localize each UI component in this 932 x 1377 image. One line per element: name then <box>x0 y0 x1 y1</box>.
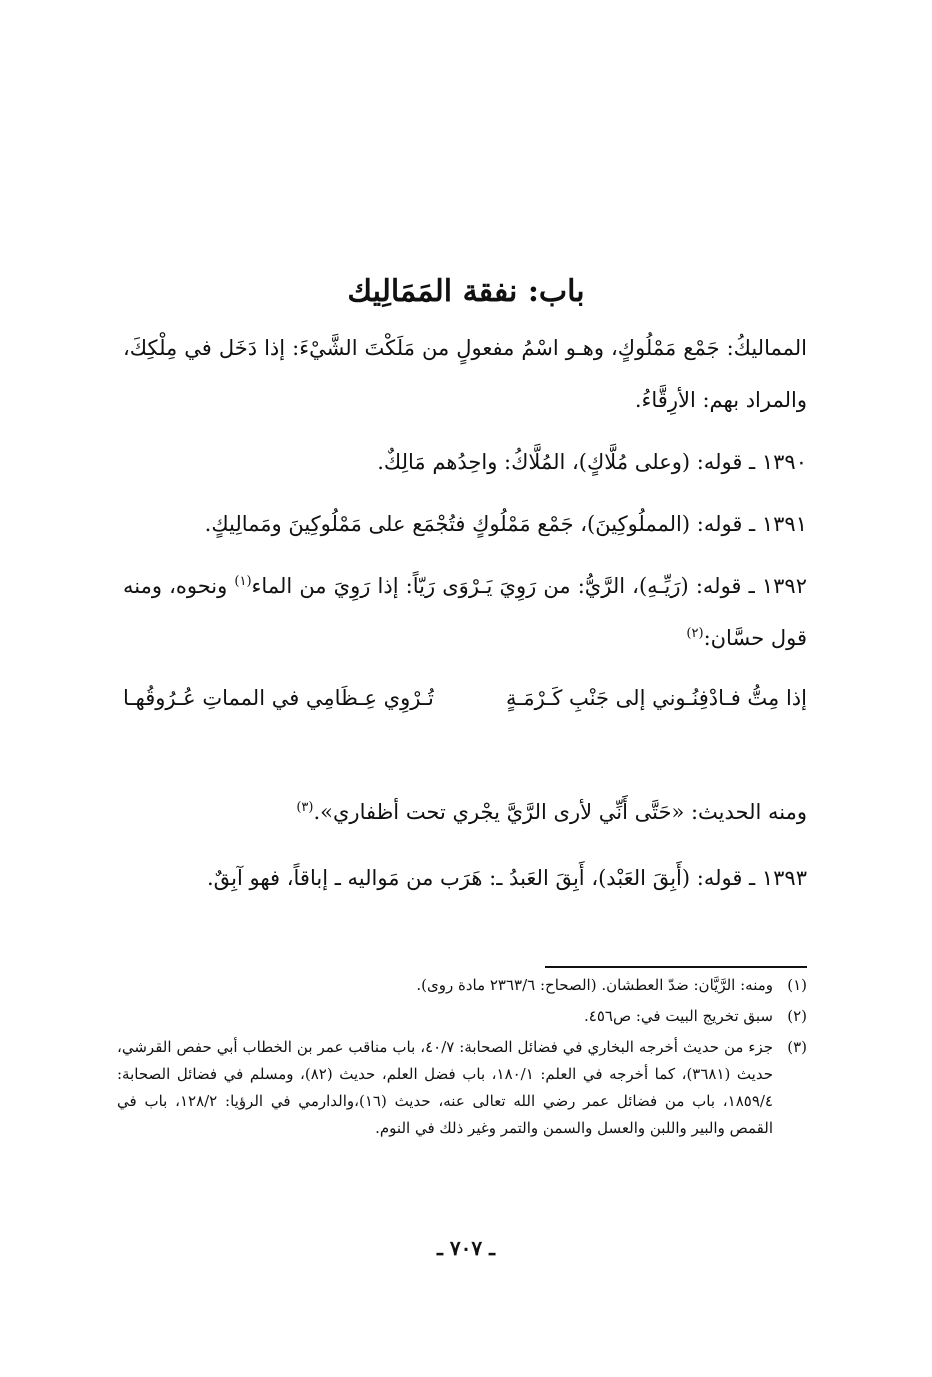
footnote-number: (١) <box>787 976 807 994</box>
entry-1392-text-b: ونحوه، ومنه قول حسَّان: <box>123 574 807 650</box>
footnotes <box>117 972 807 1146</box>
entry-1391: ١٣٩١ ـ قوله: (المملُوكِينَ)، جَمْع مَمْلُوكٍ فتُجْمَع على مَمْلُوكِينَ ومَمالِيكٍ. <box>204 512 807 536</box>
entry-1393: ١٣٩٣ ـ قوله: (أَبِقَ العَبْد)، أَبِقَ العَبدُ ـ: هَرَب من مَواليه ـ إباقاً، فهو آبِقٌ. <box>206 866 807 890</box>
footnote-2 <box>117 1003 807 1030</box>
footnote-text: سبق تخريج البيت في: ص٤٥٦. <box>583 1007 773 1025</box>
footnote-number: (٢) <box>787 1007 807 1025</box>
chapter-title: باب: نفقة المَمَالِيك <box>347 274 585 310</box>
footnote-text: ومنه: الرَّيَّان: ضدّ العطشان. (الصحاح: ٢٣٦٣/٦ مادة روى). <box>416 976 773 994</box>
verse-first-hemistich: إذا مِتُّ فـادْفِنُـوني إلى جَنْبِ كَـرْمَـةٍ <box>505 686 807 710</box>
entry-1390: ١٣٩٠ ـ قوله: (وعلى مُلَّاكٍ)، المُلَّاكُ: واحِدُهم مَالِكٌ. <box>377 450 807 474</box>
footnote-text: جزء من حديث أخرجه البخاري في فضائل الصحابة: ٤٠/٧، باب مناقب عمر بن الخطاب أبي حفص القرشي، حديث (٣٦٨١)، كما أخرجه في العلم: ١٨٠/١، باب فضل العلم، حديث (٨٢)، ومسلم في فضائل الصحابة: ١٨٥٩/٤، باب من فضائل عمر رضي الله تعالى عنه، حديث (١٦)،والدارمي في الرؤيا: ١٢٨/٢، باب في القمص والبير واللبن والعسل والسمن والتمر وغير ذلك في النوم. <box>117 1038 773 1137</box>
page-number: ـ ٧٠٧ ـ <box>437 1236 495 1260</box>
footnote-mark-3: (٣) <box>296 800 314 815</box>
entry-1392-text-a: ١٣٩٢ ـ قوله: (رَيِّـهِ)، الرَّيُّ: من رَوِيَ يَـرْوَى رَيّاً: إذا رَوِيَ من الماء <box>251 574 807 598</box>
footnote-1 <box>117 972 807 999</box>
footnote-separator <box>545 966 807 968</box>
poetry-verse <box>123 676 807 720</box>
entry-1392 <box>123 560 807 664</box>
footnote-mark-2: (٢) <box>686 626 704 641</box>
hadith-text: ومنه الحديث: «حَتَّى أَنِّي لأرى الرَّيَّ يجْري تحت أظفاري». <box>313 800 807 824</box>
hadith-paragraph <box>123 786 807 838</box>
footnote-3 <box>117 1034 807 1142</box>
intro-paragraph: المماليكُ: جَمْع مَمْلُوكٍ، وهـو اسْمُ مفعولٍ من مَلَكْتَ الشَّيْءَ: إذا دَخَل في مِلْكِكَ، والمراد بهم: الأرِقَّاءُ. <box>123 336 807 412</box>
footnote-mark-1: (١) <box>234 574 252 589</box>
footnote-number: (٣) <box>787 1038 807 1056</box>
verse-second-hemistich: تُـرْوِي عِـظَامِي في المماتِ عُـرُوقُهـا <box>123 686 434 710</box>
